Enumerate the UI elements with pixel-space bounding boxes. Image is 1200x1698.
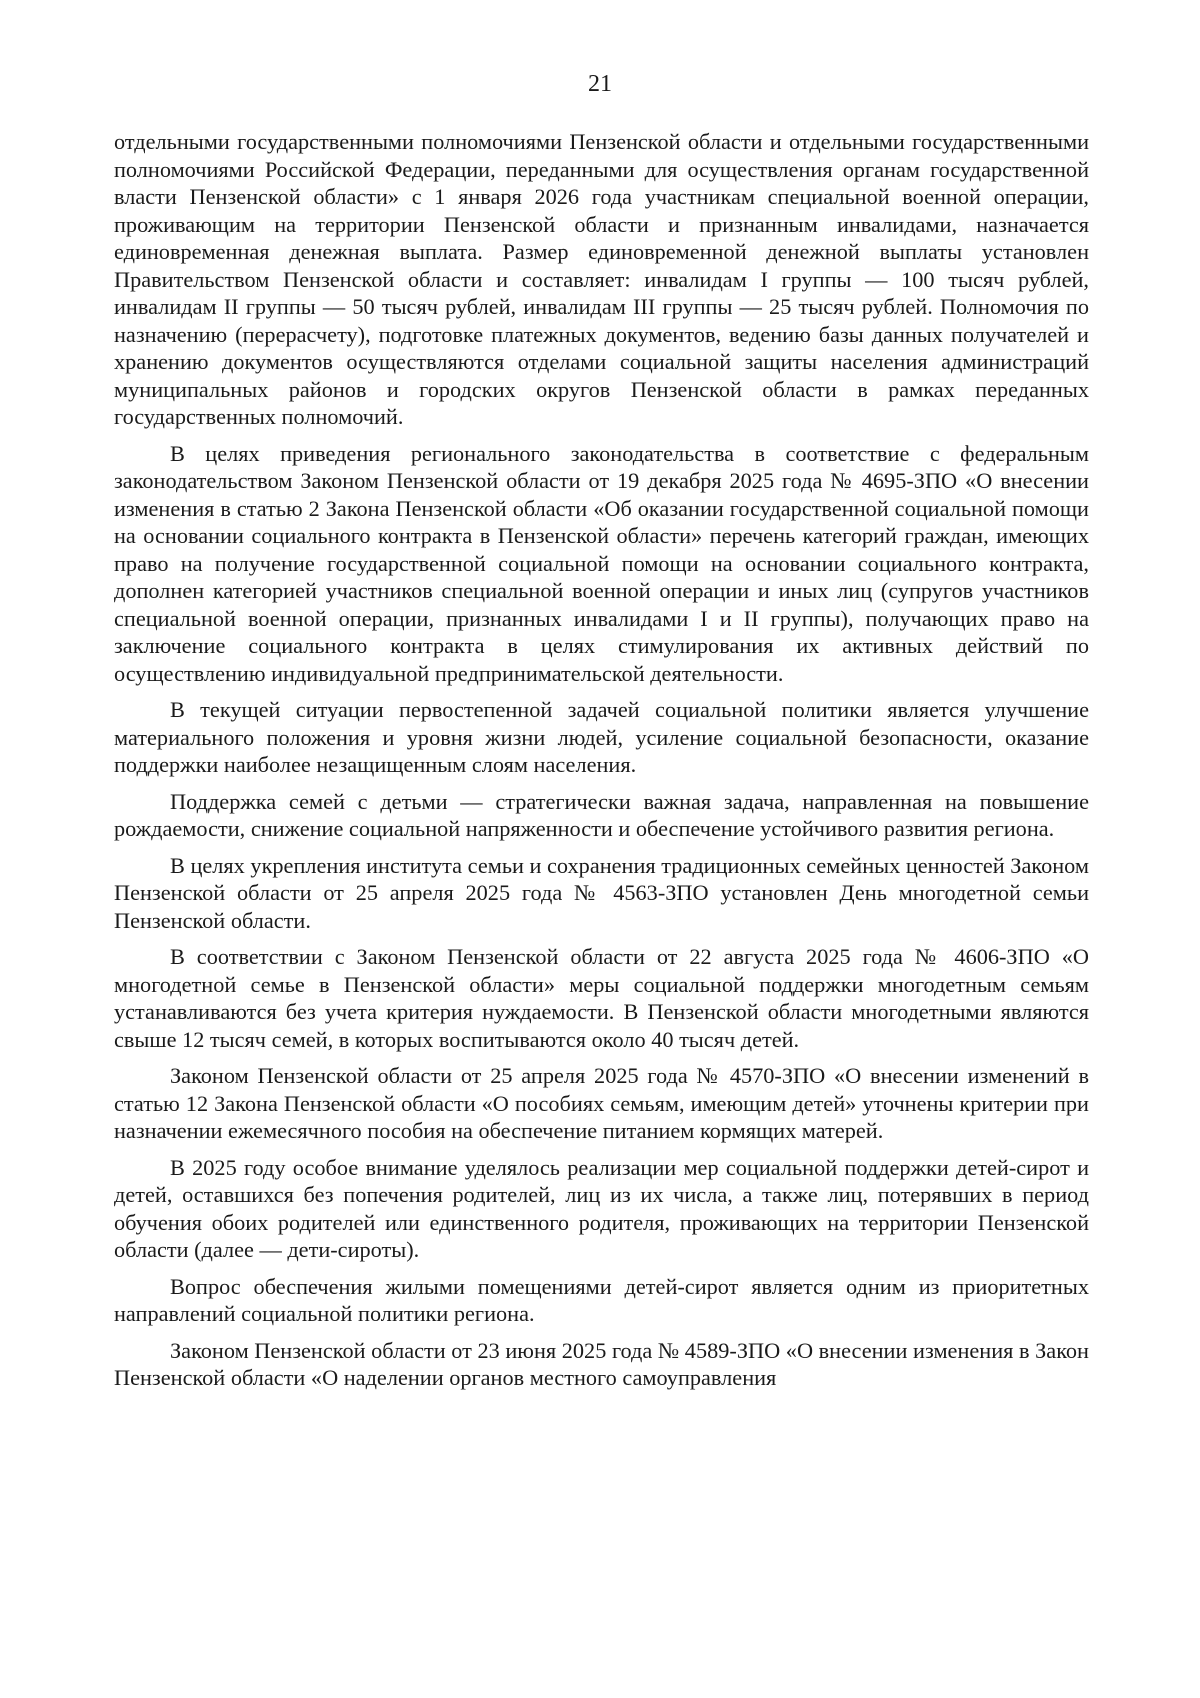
paragraph-social-contract-law: В целях приведения регионального законодательства в соответствие с федеральным законодательством Законом Пензенской области от 19 декабря 2025 года № 4695-ЗПО «О внесении изменения в статью 2 Закона Пензенской области «Об оказании государственной социальной помощи на основании социального контракта в Пензенской области» перечень категорий граждан, имеющих право на получение государственной социальной помощи на основании социального контракта, дополнен категорией участников специальной военной операции и иных лиц (супругов участников специальной военной операции, признанных инвалидами I и II группы), получающих право на заключение социального контракта в целях стимулирования их активных действий по осуществлению индивидуальной предпринимательской деятельности. <box>114 440 1089 686</box>
paragraph-orphans-housing: Вопрос обеспечения жилыми помещениями детей-сирот является одним из приоритетных направлений социальной политики региона. <box>114 1273 1089 1326</box>
document-body <box>114 128 1089 1401</box>
paragraph-continuation: отдельными государственными полномочиями Пензенской области и отдельными государственными полномочиями Российской Федерации, переданными для осуществления органам государственной власти Пензенской области» с 1 января 2026 года участникам специальной военной операции, проживающим на территории Пензенской области и признанным инвалидами, назначается единовременная денежная выплата. Размер единовременной денежной выплаты установлен Правительством Пензенской области и составляет: инвалидам I группы — 100 тысяч рублей, инвалидам II группы — 50 тысяч рублей, инвалидам III группы — 25 тысяч рублей. Полномочия по назначению (перерасчету), подготовке платежных документов, ведению базы данных получателей и хранению документов осуществляются отделами социальной защиты населения администраций муниципальных районов и городских округов Пензенской области в рамках переданных государственных полномочий. <box>114 129 1089 429</box>
paragraph-orphans-support: В 2025 году особое внимание уделялось реализации мер социальной поддержки детей-сирот и детей, оставшихся без попечения родителей, лиц из их числа, а также лиц, потерявших в период обучения обоих родителей или единственного родителя, проживающих на территории Пензенской области (далее — дети-сироты). <box>114 1154 1089 1262</box>
page-number: 21 <box>588 71 612 97</box>
paragraph-large-family-day: В целях укрепления института семьи и сохранения традиционных семейных ценностей Законом Пензенской области от 25 апреля 2025 года № 4563-ЗПО установлен День многодетной семьи Пензенской области. <box>114 852 1089 933</box>
paragraph-local-government-law: Законом Пензенской области от 23 июня 2025 года № 4589-ЗПО «О внесении изменения в Закон Пензенской области «О наделении органов местного самоуправления <box>114 1337 1089 1390</box>
paragraph-family-support: Поддержка семей с детьми — стратегически важная задача, направленная на повышение рождаемости, снижение социальной напряженности и обеспечение устойчивого развития региона. <box>114 788 1089 841</box>
paragraph-large-family-law: В соответствии с Законом Пензенской области от 22 августа 2025 года № 4606-ЗПО «О многодетной семье в Пензенской области» меры социальной поддержки многодетным семьям устанавливаются без учета критерия нуждаемости. В Пензенской области многодетными являются свыше 12 тысяч семей, в которых воспитываются около 40 тысяч детей. <box>114 944 1089 1052</box>
paragraph-social-policy-priority: В текущей ситуации первостепенной задачей социальной политики является улучшение материального положения и уровня жизни людей, усиление социальной безопасности, оказание поддержки наиболее незащищенным слоям населения. <box>114 697 1089 777</box>
paragraph-child-allowance-law: Законом Пензенской области от 25 апреля 2025 года № 4570-ЗПО «О внесении изменений в статью 12 Закона Пензенской области «О пособиях семьям, имеющим детей» уточнены критерии при назначении ежемесячного пособия на обеспечение питанием кормящих матерей. <box>114 1063 1089 1143</box>
